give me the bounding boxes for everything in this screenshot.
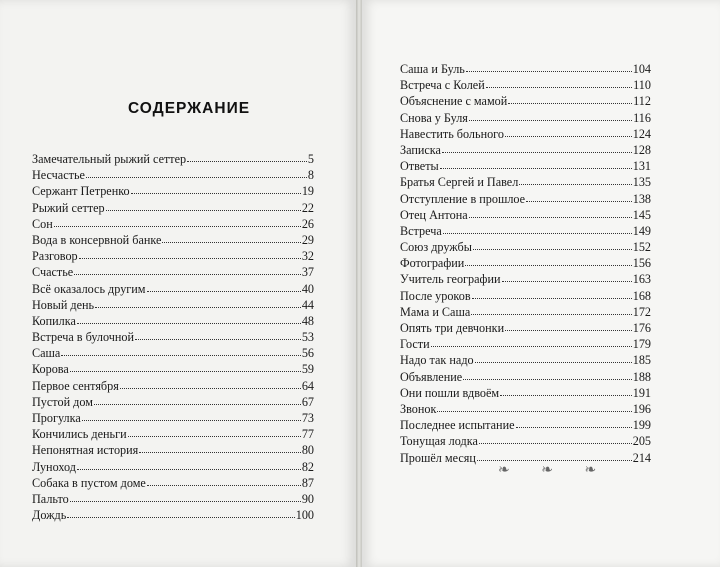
dot-leader (147, 280, 301, 292)
toc-entry-page: 22 (301, 200, 314, 215)
toc-entry (32, 281, 314, 297)
toc-entry-page: 199 (632, 418, 651, 433)
toc-entry-title: Новый день (32, 297, 95, 312)
toc-entry (400, 401, 651, 417)
dot-leader (86, 166, 307, 178)
toc-list-right (400, 61, 651, 466)
toc-entry (32, 248, 314, 264)
toc-entry-page: 176 (632, 321, 651, 335)
toc-entry-title: Ответы (400, 159, 439, 174)
toc-entry-page: 5 (307, 152, 314, 166)
dot-leader (147, 474, 301, 486)
toc-entry-page: 56 (301, 346, 314, 361)
dot-leader (505, 319, 632, 331)
toc-entry-page: 110 (633, 78, 651, 93)
toc-entry (400, 126, 651, 142)
toc-entry-title: Непонятная история (32, 443, 139, 458)
dot-leader (516, 416, 632, 428)
toc-entry-title: Навестить больного (400, 126, 504, 141)
toc-entry-title: Гости (400, 337, 430, 352)
toc-entry (400, 239, 651, 255)
toc-entry (400, 207, 651, 223)
dot-leader (162, 231, 300, 243)
toc-entry (400, 271, 651, 287)
dot-leader (443, 222, 632, 234)
toc-entry-title: Объяснение с мамой (400, 94, 508, 109)
toc-entry-page: 44 (301, 297, 314, 312)
toc-entry-title: Встреча (400, 223, 442, 238)
dot-leader (187, 150, 307, 162)
toc-entry-title: Собака в пустом доме (32, 475, 146, 490)
dot-leader (477, 449, 632, 461)
toc-entry-title: Пальто (32, 491, 69, 506)
dot-leader (505, 125, 632, 137)
toc-entry-title: Записка (400, 142, 441, 157)
toc-entry-page: 48 (301, 313, 314, 328)
toc-entry-page: 37 (301, 265, 314, 280)
toc-entry (400, 191, 651, 207)
toc-entry-page: 145 (632, 207, 651, 222)
dot-leader (139, 441, 301, 453)
dot-leader (79, 247, 301, 259)
toc-entry-title: Встреча с Колей (400, 78, 485, 93)
toc-entry-page: 73 (301, 411, 314, 425)
dot-leader (471, 303, 631, 315)
toc-entry-title: Тонущая лодка (400, 434, 478, 449)
toc-entry-page: 82 (301, 459, 314, 474)
toc-entry (400, 433, 651, 449)
dot-leader (77, 312, 301, 324)
toc-entry-title: Саша (32, 346, 61, 361)
toc-entry (400, 255, 651, 271)
toc-entry-title: Отступление в прошлое (400, 191, 526, 206)
toc-entry (32, 264, 314, 280)
toc-entry-title: Звонок (400, 401, 437, 416)
toc-entry-title: Объявление (400, 369, 463, 384)
toc-entry (400, 369, 651, 385)
toc-entry (32, 167, 314, 183)
toc-entry (400, 61, 651, 77)
toc-entry (32, 410, 314, 426)
dot-leader (94, 393, 301, 405)
dot-leader (469, 109, 632, 121)
toc-entry-page: 116 (633, 110, 651, 125)
dot-leader (82, 409, 301, 421)
toc-entry-page: 59 (301, 362, 314, 377)
toc-entry-page: 152 (632, 240, 651, 255)
dot-leader (508, 92, 632, 104)
toc-entry-page: 156 (632, 256, 651, 271)
toc-entry-title: Надо так надо (400, 353, 474, 368)
dot-leader (106, 199, 301, 211)
toc-entry-title: Всё оказалось другим (32, 281, 146, 296)
page-title: СОДЕРЖАНИЕ (128, 100, 251, 117)
dot-leader (486, 76, 632, 88)
toc-entry-page: 138 (632, 191, 651, 206)
toc-entry (400, 304, 651, 320)
dot-leader (469, 206, 632, 218)
dot-leader (120, 377, 301, 389)
toc-entry-page: 8 (307, 168, 314, 183)
toc-entry (400, 352, 651, 368)
toc-entry-page: 179 (632, 337, 651, 352)
toc-entry-page: 168 (632, 288, 651, 303)
toc-entry-title: Они пошли вдвоём (400, 385, 500, 400)
toc-entry (32, 345, 314, 361)
toc-entry-title: Копилка (32, 313, 76, 328)
toc-entry-page: 191 (632, 385, 651, 400)
toc-entry-page: 185 (632, 353, 651, 368)
toc-entry-page: 26 (301, 216, 314, 231)
toc-entry-page: 131 (632, 159, 651, 174)
toc-entry-title: Дождь (32, 508, 67, 523)
toc-entry (400, 110, 651, 126)
dot-leader (74, 263, 301, 275)
dot-leader (475, 351, 632, 363)
toc-entry-title: Прошёл месяц (400, 450, 476, 465)
toc-entry-title: Сержант Петренко (32, 184, 130, 199)
toc-entry (400, 93, 651, 109)
toc-entry-title: Рыжий сеттер (32, 200, 105, 215)
toc-entry-title: Кончились деньги (32, 427, 127, 442)
toc-entry-title: Отец Антона (400, 207, 468, 222)
dot-leader (70, 490, 301, 502)
toc-entry-title: Разговор (32, 249, 78, 264)
toc-entry-page: 205 (632, 434, 651, 449)
toc-entry (32, 394, 314, 410)
toc-entry-page: 29 (301, 232, 314, 247)
toc-entry-page: 19 (301, 184, 314, 199)
toc-entry (32, 216, 314, 232)
toc-entry-page: 77 (301, 427, 314, 442)
dot-leader (67, 506, 294, 518)
toc-entry (32, 378, 314, 394)
toc-entry-page: 135 (632, 175, 651, 190)
toc-entry-page: 124 (632, 126, 651, 141)
dot-leader (77, 458, 301, 470)
left-page (0, 0, 356, 567)
toc-entry-title: Встреча в булочной (32, 330, 135, 345)
toc-entry-title: Первое сентября (32, 378, 119, 393)
toc-entry-title: Сон (32, 216, 53, 231)
toc-entry-page: 80 (301, 443, 314, 458)
toc-entry (32, 491, 314, 507)
dot-leader (61, 344, 300, 356)
toc-entry-page: 100 (295, 508, 314, 523)
toc-entry-title: Корова (32, 362, 69, 377)
dot-leader (54, 215, 301, 227)
toc-entry-title: Несчастье (32, 168, 85, 183)
toc-entry (32, 297, 314, 313)
toc-entry (32, 442, 314, 458)
dot-leader (465, 254, 631, 266)
toc-entry-page: 214 (632, 450, 651, 465)
toc-entry (32, 361, 314, 377)
toc-entry (32, 507, 314, 523)
toc-entry (400, 417, 651, 433)
toc-entry-page: 32 (301, 249, 314, 264)
dot-leader (135, 328, 301, 340)
toc-entry (400, 385, 651, 401)
ornament-divider: ❧ ❧ ❧ (498, 463, 611, 478)
toc-entry-page: 64 (301, 378, 314, 393)
toc-entry-title: Луноход (32, 459, 76, 474)
dot-leader (70, 360, 301, 372)
dot-leader (500, 384, 632, 396)
dot-leader (466, 60, 632, 72)
toc-entry-page: 149 (632, 223, 651, 238)
dot-leader (437, 400, 631, 412)
toc-entry-title: Мама и Саша (400, 304, 471, 319)
toc-entry (400, 174, 651, 190)
toc-entry-title: Счастье (32, 265, 74, 280)
dot-leader (463, 368, 632, 380)
toc-entry-title: Опять три девчонки (400, 321, 505, 335)
toc-entry-title: Братья Сергей и Павел (400, 175, 519, 190)
dot-leader (526, 190, 632, 202)
dot-leader (95, 296, 301, 308)
dot-leader (519, 173, 631, 185)
toc-entry-title: Союз дружбы (400, 240, 472, 255)
toc-entry (400, 142, 651, 158)
toc-entry (400, 223, 651, 239)
toc-entry (400, 288, 651, 304)
toc-entry-page: 128 (632, 142, 651, 157)
toc-entry-title: Учитель географии (400, 272, 501, 287)
dot-leader (128, 425, 301, 437)
toc-entry (32, 459, 314, 475)
toc-entry-title: Замечательный рыжий сеттер (32, 152, 187, 166)
toc-entry-page: 188 (632, 369, 651, 384)
right-page (362, 0, 720, 567)
toc-entry (32, 426, 314, 442)
toc-entry (32, 313, 314, 329)
toc-entry-title: Фотографии (400, 256, 465, 271)
dot-leader (440, 157, 632, 169)
toc-entry (400, 158, 651, 174)
dot-leader (131, 182, 301, 194)
toc-entry (400, 320, 651, 336)
toc-list-left (32, 151, 314, 523)
toc-entry-title: Вода в консервной банке (32, 232, 162, 247)
toc-entry-title: Последнее испытание (400, 418, 515, 433)
dot-leader (479, 432, 632, 444)
toc-entry-page: 90 (301, 491, 314, 506)
toc-entry-page: 40 (301, 281, 314, 296)
toc-entry-page: 196 (632, 401, 651, 416)
toc-entry-title: Саша и Буль (400, 62, 465, 76)
toc-entry-page: 53 (301, 330, 314, 345)
toc-entry (400, 336, 651, 352)
toc-entry-title: Пустой дом (32, 394, 93, 409)
dot-leader (431, 335, 632, 347)
toc-entry-page: 67 (301, 394, 314, 409)
dot-leader (473, 238, 632, 250)
toc-entry-page: 104 (632, 62, 651, 76)
toc-entry (32, 200, 314, 216)
toc-entry (32, 183, 314, 199)
toc-entry (32, 151, 314, 167)
dot-leader (442, 141, 632, 153)
toc-entry-page: 87 (301, 475, 314, 490)
toc-entry-page: 163 (632, 272, 651, 287)
toc-entry (32, 475, 314, 491)
toc-entry-page: 172 (632, 304, 651, 319)
toc-entry-title: Снова у Буля (400, 110, 468, 125)
dot-leader (472, 287, 632, 299)
toc-entry-title: После уроков (400, 288, 471, 303)
toc-entry (400, 77, 651, 93)
toc-entry-title: Прогулка (32, 411, 81, 425)
toc-entry-page: 112 (633, 94, 651, 109)
toc-entry (32, 232, 314, 248)
toc-entry (32, 329, 314, 345)
dot-leader (502, 270, 632, 282)
